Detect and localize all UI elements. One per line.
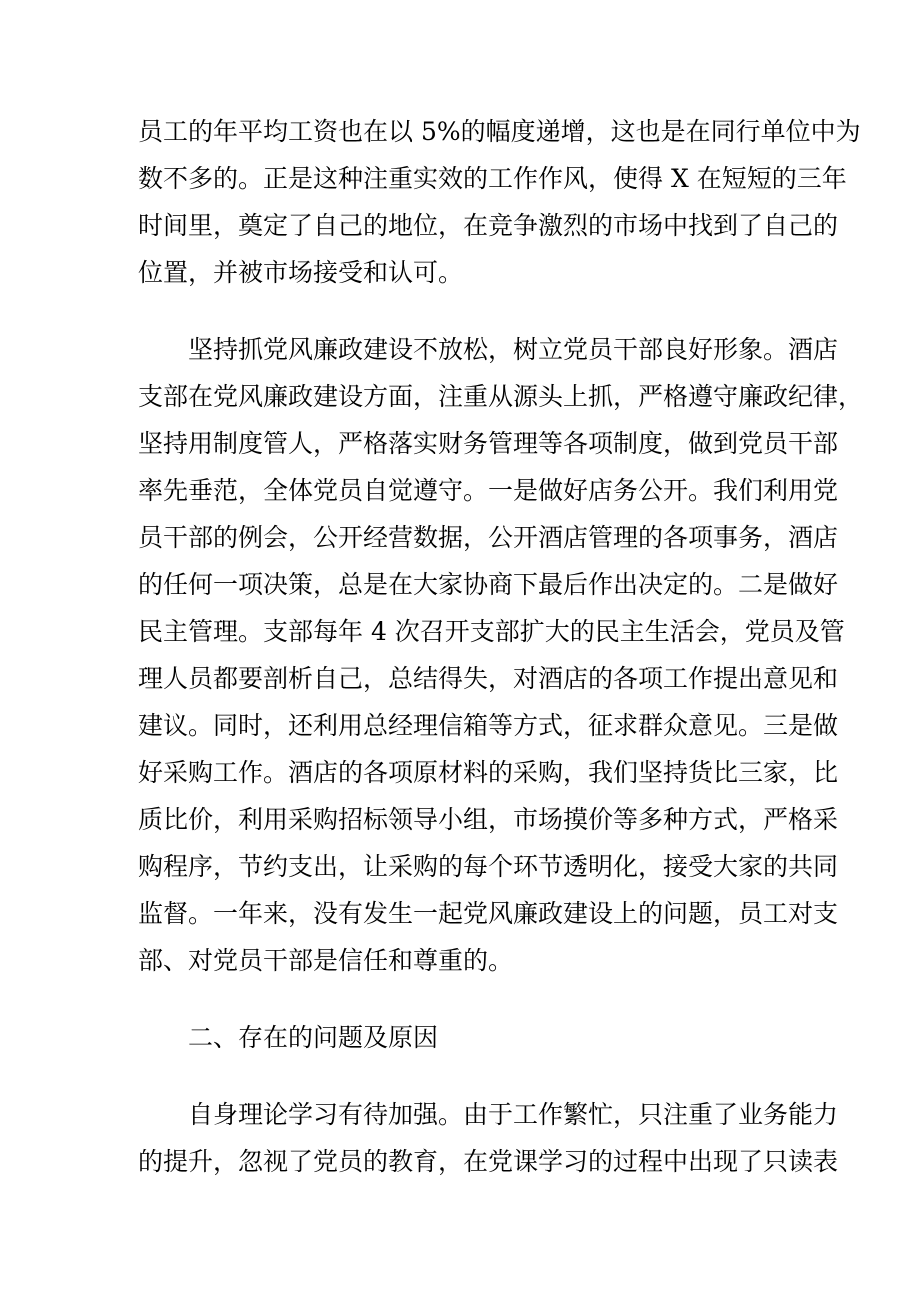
paragraph-2-line-14: 部、对党员干部是信任和尊重的。 bbox=[138, 946, 514, 975]
paragraph-2-line-1: 坚持抓党风廉政建设不放松，树立党员干部良好形象。酒店 bbox=[188, 335, 839, 364]
paragraph-2-line-11: 质比价，利用采购招标领导小组，市场摸价等多种方式，严格采 bbox=[138, 805, 839, 834]
paragraph-2-line-8: 理人员都要剖析自己，总结得失，对酒店的各项工作提出意见和 bbox=[138, 664, 839, 693]
paragraph-2-line-4: 率先垂范，全体党员自觉遵守。一是做好店务公开。我们利用党 bbox=[138, 476, 839, 505]
paragraph-2-line-10: 好采购工作。酒店的各项原材料的采购，我们坚持货比三家，比 bbox=[138, 758, 839, 787]
paragraph-1-line-4: 位置，并被市场接受和认可。 bbox=[138, 258, 464, 287]
section-heading: 二、存在的问题及原因 bbox=[188, 1023, 439, 1052]
paragraph-2-line-6: 的任何一项决策，总是在大家协商下最后作出决定的。二是做好 bbox=[138, 570, 839, 599]
paragraph-2-line-3: 坚持用制度管人，严格落实财务管理等各项制度，做到党员干部 bbox=[138, 429, 839, 458]
paragraph-1-line-1: 员工的年平均工资也在以 5%的幅度递增，这也是在同行单位中为 bbox=[138, 117, 861, 146]
paragraph-2-line-12: 购程序，节约支出，让采购的每个环节透明化，接受大家的共同 bbox=[138, 852, 839, 881]
paragraph-2-line-2: 支部在党风廉政建设方面，注重从源头上抓，严格遵守廉政纪律， bbox=[138, 382, 864, 411]
paragraph-2-line-5: 员干部的例会，公开经营数据，公开酒店管理的各项事务，酒店 bbox=[138, 523, 839, 552]
paragraph-1-line-2: 数不多的。正是这种注重实效的工作作风，使得 X 在短短的三年 bbox=[138, 164, 847, 193]
paragraph-3-line-2: 的提升，忽视了党员的教育，在党课学习的过程中出现了只读表 bbox=[138, 1147, 839, 1176]
paragraph-1-line-3: 时间里，奠定了自己的地位，在竞争激烈的市场中找到了自己的 bbox=[138, 211, 839, 240]
paragraph-2-line-9: 建议。同时，还利用总经理信箱等方式，征求群众意见。三是做 bbox=[138, 711, 839, 740]
paragraph-3-line-1: 自身理论学习有待加强。由于工作繁忙，只注重了业务能力 bbox=[188, 1100, 839, 1129]
paragraph-2-line-7: 民主管理。支部每年 4 次召开支部扩大的民主生活会，党员及管 bbox=[138, 617, 845, 646]
paragraph-2-line-13: 监督。一年来，没有发生一起党风廉政建设上的问题，员工对支 bbox=[138, 899, 839, 928]
